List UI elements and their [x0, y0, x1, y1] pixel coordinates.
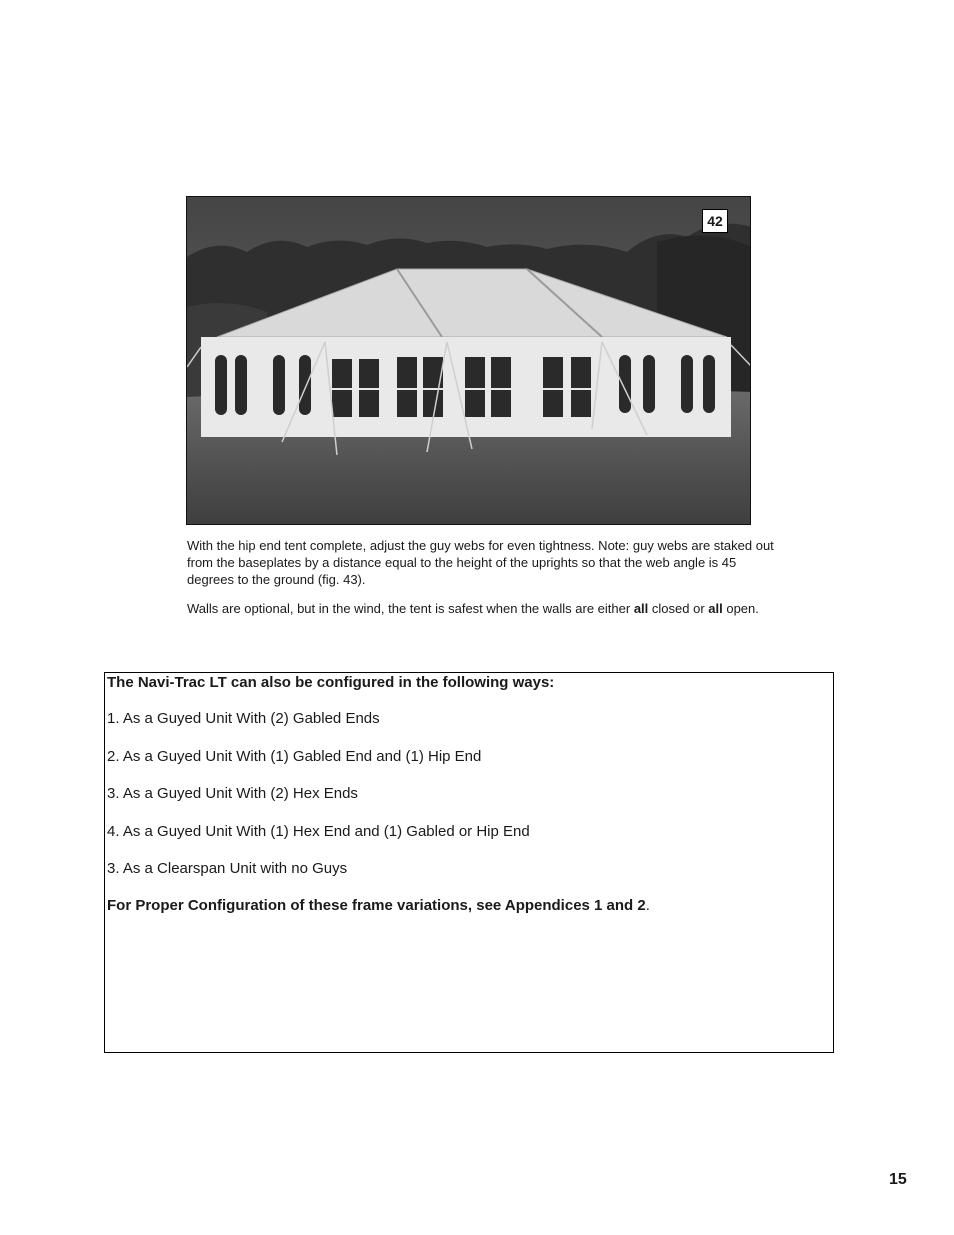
page-number: 15	[889, 1171, 907, 1188]
caption-walls-part2: closed or	[648, 601, 709, 616]
configuration-item: 3. As a Clearspan Unit with no Guys	[107, 860, 348, 877]
caption-walls-bold1: all	[633, 601, 649, 616]
caption-walls-part3: open.	[722, 601, 759, 616]
caption-walls-bold2: all	[708, 601, 723, 616]
caption-walls	[187, 600, 777, 617]
configuration-item: 3. As a Guyed Unit With (2) Hex Ends	[107, 785, 358, 802]
caption-walls-part1: Walls are optional, but in the wind, the tent is safest when the walls are either	[187, 601, 634, 616]
configuration-box	[104, 672, 834, 1053]
tent-photo	[186, 196, 751, 525]
configuration-footer-end: .	[645, 897, 650, 914]
configuration-item: 1. As a Guyed Unit With (2) Gabled Ends	[107, 710, 380, 727]
caption-guy-webs: With the hip end tent complete, adjust the guy webs for even tightness. Note: guy webs are staked out from the baseplates by a distance equal to the height of the uprights so that the web angle is 45 degrees to the ground (fig. 43).	[187, 538, 774, 587]
configuration-footer-bold: For Proper Configuration of these frame variations, see Appendices 1 and 2	[107, 897, 646, 914]
tent-photo-drawing	[187, 197, 751, 525]
configuration-footer	[107, 897, 650, 915]
configuration-item: 2. As a Guyed Unit With (1) Gabled End and (1) Hip End	[107, 748, 482, 765]
configuration-item: 4. As a Guyed Unit With (1) Hex End and (1) Gabled or Hip End	[107, 823, 530, 840]
figure-number: 42	[702, 209, 728, 233]
configuration-heading: The Navi-Trac LT can also be configured in the following ways:	[107, 674, 555, 691]
